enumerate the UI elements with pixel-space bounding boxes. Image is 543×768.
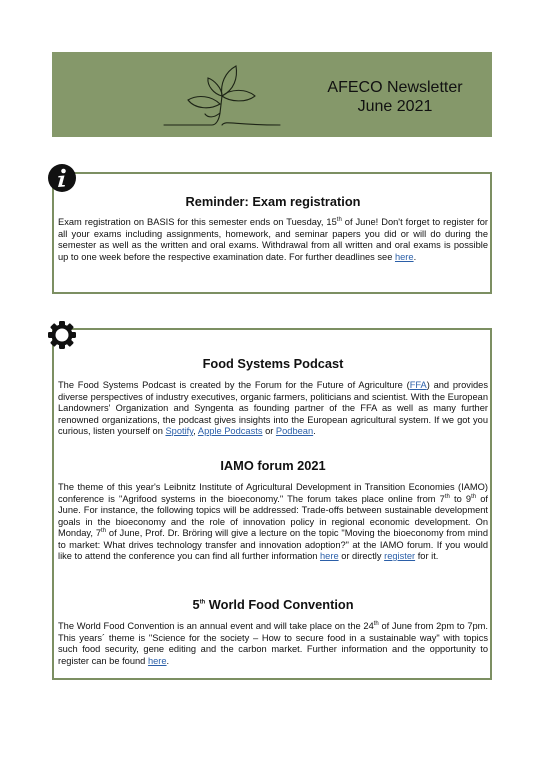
reminder-text: Exam registration on BASIS for this semester ends on Tuesday, 15th of June! Don't forget to register for all your exams including assignments, homework, and seminar papers you did or will do during the semester as well as the written and oral exams. Withdrawal from all written and oral exams is possible up to one week before the respective examination date. For further deadlines see here. <box>58 216 488 262</box>
deadlines-link[interactable]: here <box>394 251 414 262</box>
reminder-section <box>58 194 488 263</box>
podcast-text: The Food Systems Podcast is created by the Forum for the Future of Agriculture (FFA) and provides diverse perspectives of industry executives, organic farmers, politicians and scientist. With the European Landowners' Organization and Syngenta as founding partner of the FFA as well as many further renowned organizations, the podcast gives insights into the European agricultural system. If we got you curious, listen yourself on Spotify, Apple Podcasts or Podbean. <box>58 380 488 436</box>
podcast-heading: Food Systems Podcast <box>202 356 344 371</box>
iamo-heading: IAMO forum 2021 <box>220 458 326 473</box>
wfc-heading: 5th World Food Convention <box>192 597 354 612</box>
newsletter-title <box>320 78 470 116</box>
newsletter-banner <box>52 52 492 137</box>
info-icon <box>47 163 77 193</box>
ffa-link[interactable]: FFA <box>409 380 427 390</box>
iamo-text: The theme of this year's Leibnitz Institute of Agricultural Development in Transition Economies (IAMO) conference is "Agrifood systems in the bioeconomy." The forum takes place online from 7th to 9th of June. For instance, the following topics will be addressed: Trade-offs between sustainable development goals in the bioeconomy and the role of innovation policy in regional economic development. On Monday, 7th of June, Prof. Dr. Bröring will give a lecture on the topic "Moving the bioeconomy from mind to market: What drives technology transfer and innovation adoption?" at the IAMO forum. If you would like to attend the conference you can find all further information here or directly register for it. <box>58 482 488 561</box>
podbean-link[interactable]: Podbean <box>275 426 314 436</box>
gear-icon <box>47 320 77 350</box>
newsletter-date: June 2021 <box>357 98 433 115</box>
newsletter-title-line1: AFECO Newsletter <box>327 79 463 96</box>
apple-podcasts-link[interactable]: Apple Podcasts <box>197 426 263 436</box>
podcast-section <box>58 356 488 438</box>
sprout-logo-icon <box>162 58 282 133</box>
wfc-text: The World Food Convention is an annual event and will take place on the 24th of June from 2pm to 7pm. This years´ theme is "Science for the society – How to secure food in a sustainable way" with topics such food security, gene editing and the carbon market. Further information and the opportunity to register can be found here. <box>58 620 488 666</box>
spotify-link[interactable]: Spotify <box>165 426 194 436</box>
iamo-info-link[interactable]: here <box>320 551 339 561</box>
iamo-section <box>58 458 488 563</box>
wfc-info-link[interactable]: here <box>147 655 167 666</box>
wfc-section <box>58 597 488 667</box>
reminder-heading: Reminder: Exam registration <box>185 194 361 209</box>
iamo-register-link[interactable]: register <box>384 551 416 561</box>
